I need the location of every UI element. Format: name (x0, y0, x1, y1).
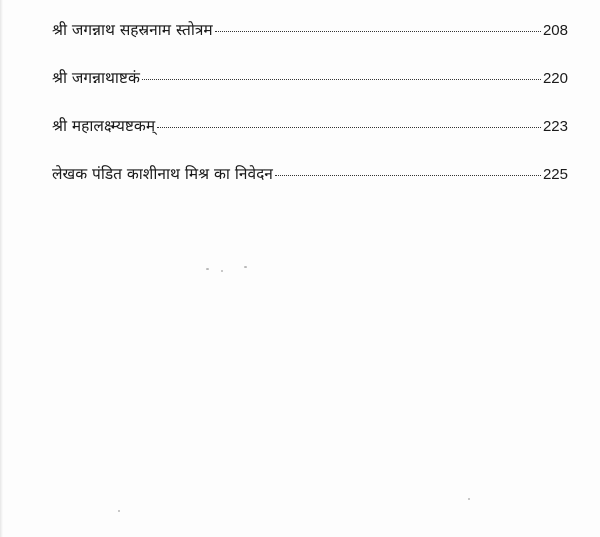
dot-leader (215, 31, 541, 32)
scan-speck (244, 266, 247, 268)
toc-entry-page-number: 208 (542, 22, 568, 39)
scan-speck (118, 510, 120, 512)
toc-entry-title: श्री जगन्नाथ सहस्रनाम स्तोत्रम (52, 21, 213, 39)
scan-speck (221, 270, 223, 272)
scan-speck (206, 268, 209, 270)
dot-leader (157, 127, 541, 128)
table-of-contents (52, 20, 568, 212)
toc-entry-page-number: 225 (542, 166, 568, 183)
scan-speck (468, 498, 470, 500)
toc-entry (52, 68, 568, 116)
toc-entry-page-number: 223 (542, 118, 568, 135)
toc-entry (52, 164, 568, 212)
toc-entry-title: श्री जगन्नाथाष्टकं (52, 69, 140, 87)
toc-entry (52, 20, 568, 68)
page-edge-shadow (0, 0, 3, 537)
toc-entry-title: लेखक पंडित काशीनाथ मिश्र का निवेदन (52, 165, 273, 183)
dot-leader (275, 175, 541, 176)
dot-leader (142, 79, 541, 80)
toc-entry-title: श्री महालक्ष्म्यष्टकम् (52, 117, 156, 135)
toc-entry (52, 116, 568, 164)
toc-entry-page-number: 220 (542, 70, 568, 87)
